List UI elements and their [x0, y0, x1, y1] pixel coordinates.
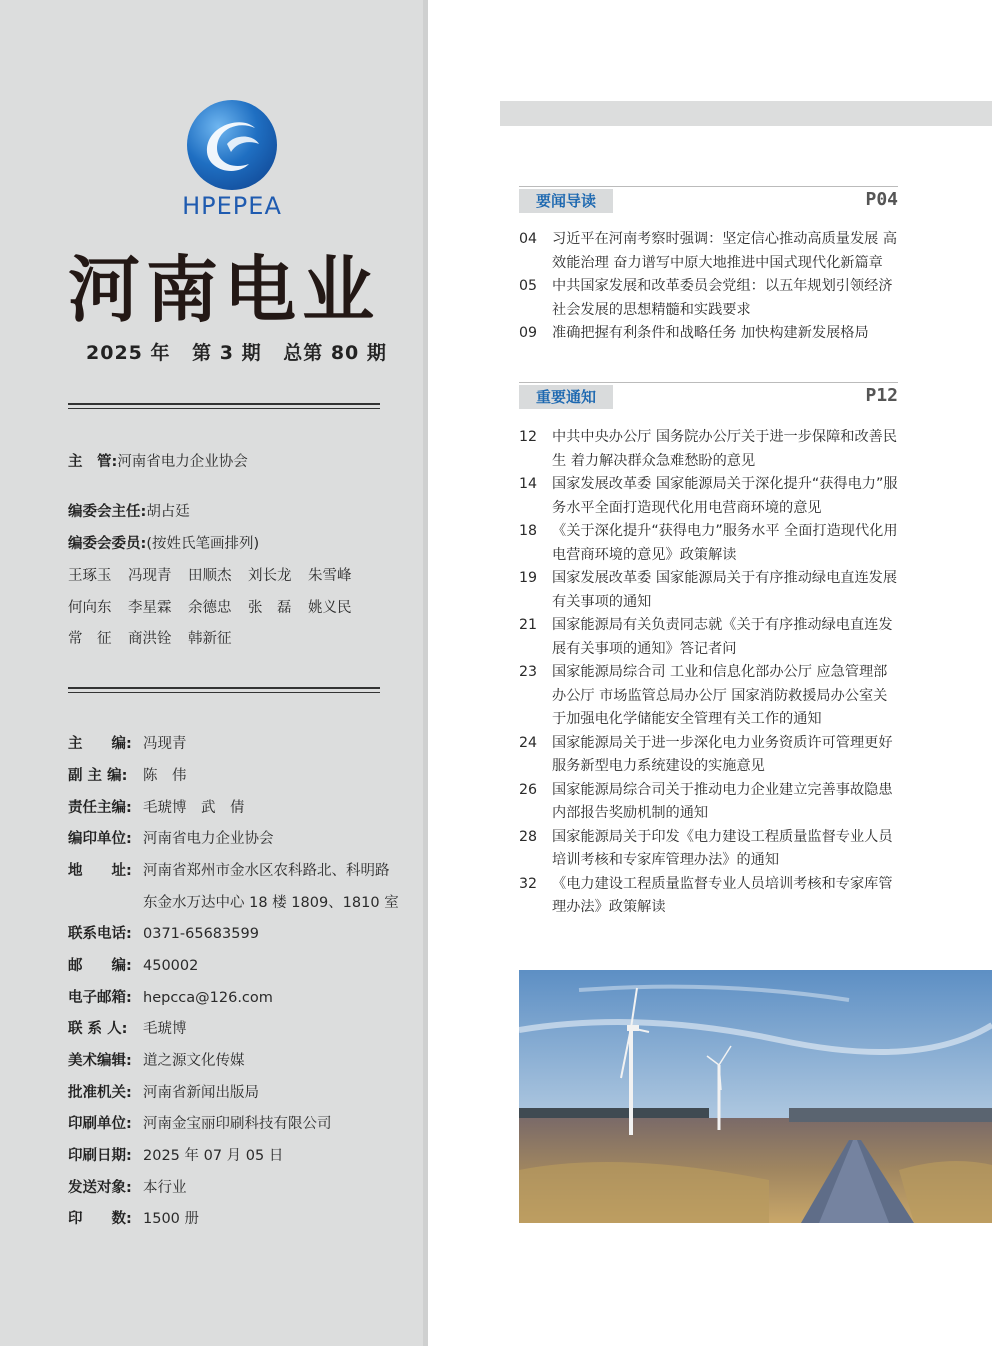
toc-page-number: 28 — [519, 828, 538, 845]
staff-row — [68, 1176, 187, 1197]
staff-label: 编印单位: — [68, 831, 132, 847]
toc-item[interactable] — [519, 614, 899, 661]
staff-value: 河南金宝丽印刷科技有限公司 — [143, 1116, 332, 1132]
members-line-3: 常 征 商洪铨 韩新征 — [68, 631, 232, 647]
toc-title: 国家发展改革委 国家能源局关于有序推动绿电直连发展有关事项的通知 — [552, 570, 898, 610]
staff-label: 批准机关: — [68, 1085, 132, 1101]
toc-page-number: 14 — [519, 476, 538, 492]
toc-page-number: 04 — [519, 231, 538, 247]
toc-item[interactable] — [519, 779, 899, 826]
staff-value: 河南省新闻出版局 — [143, 1085, 259, 1101]
toc-item[interactable] — [519, 275, 899, 322]
toc-item[interactable] — [519, 520, 899, 567]
issue-number: 第 3 期 — [192, 342, 262, 364]
header-band — [500, 101, 992, 126]
toc-item[interactable] — [519, 826, 899, 873]
divider — [423, 0, 428, 1346]
staff-row — [68, 732, 187, 753]
staff-label: 电子邮箱: — [68, 990, 132, 1006]
staff-value: 毛琥博 武 倩 — [143, 800, 245, 816]
staff-value: 道之源文化传媒 — [143, 1053, 245, 1069]
staff-value: 河南省电力企业协会 — [143, 831, 274, 847]
toc-page-number: 12 — [519, 429, 538, 445]
staff-row — [68, 891, 399, 912]
staff-row — [68, 986, 273, 1007]
staff-value: 毛琥博 — [143, 1021, 187, 1037]
supervisor-row: 主 管:河南省电力企业协会 — [68, 454, 248, 470]
staff-value: 陈 伟 — [143, 768, 187, 784]
toc-page-number: 32 — [519, 875, 538, 892]
staff-row — [68, 1112, 332, 1133]
section-title: 重要通知 — [519, 385, 613, 409]
issue-year: 2025 年 — [86, 342, 171, 364]
toc-title: 国家能源局关于印发《电力建设工程质量监督专业人员培训考核和专家库管理办法》的通知 — [552, 828, 893, 868]
toc-page-number: 19 — [519, 570, 538, 586]
staff-row — [68, 954, 198, 975]
staff-value: 450002 — [143, 958, 199, 974]
toc-list — [519, 228, 899, 346]
magazine-title: 河南电业 — [68, 247, 381, 332]
toc-title: 国家能源局综合司 工业和信息化部办公厅 应急管理部办公厅 市场监管总局办公厅 国家消防救援局办公室关于加强电化学储能安全管理有关工作的通知 — [552, 664, 888, 727]
toc-page-number: 05 — [519, 278, 538, 294]
issue-total: 总第 80 期 — [283, 342, 387, 364]
toc-title: 《关于深化提升“获得电力”服务水平 全面打造现代化用电营商环境的意见》政策解读 — [552, 523, 898, 563]
staff-label: 印刷单位: — [68, 1116, 132, 1132]
double-rule — [68, 687, 380, 689]
staff-row — [68, 859, 390, 880]
toc-page-number: 24 — [519, 734, 538, 751]
staff-row — [68, 764, 187, 785]
toc-title: 准确把握有利条件和战略任务 加快构建新发展格局 — [552, 325, 869, 341]
toc-item[interactable] — [519, 228, 899, 275]
section-title: 要闻导读 — [519, 189, 613, 213]
logo-text: HPEPEA — [182, 192, 282, 220]
members-line-2: 何向东 李星霖 余德忠 张 磊 姚义民 — [68, 600, 352, 616]
logo-emblem-icon — [187, 100, 277, 190]
toc-title: 国家能源局关于进一步深化电力业务资质许可管理更好服务新型电力系统建设的实施意见 — [552, 734, 893, 774]
toc-item[interactable] — [519, 661, 899, 732]
toc-list — [519, 426, 899, 920]
members-row: 编委会委员:(按姓氏笔画排列) — [68, 536, 260, 552]
staff-row — [68, 1049, 245, 1070]
staff-label: 印 数: — [68, 1211, 132, 1227]
issue-line — [86, 338, 401, 365]
staff-value: 本行业 — [143, 1180, 187, 1196]
members-line-1: 王琢玉 冯现青 田顺杰 刘长龙 朱雪峰 — [68, 568, 352, 584]
section-header — [519, 186, 898, 213]
staff-label: 邮 编: — [68, 958, 132, 974]
staff-row — [68, 922, 259, 943]
staff-label: 主 编: — [68, 736, 132, 752]
toc-page-number: 23 — [519, 664, 538, 680]
staff-row — [68, 1017, 187, 1038]
staff-value: hepcca@126.com — [143, 990, 273, 1006]
toc-item[interactable] — [519, 426, 899, 473]
staff-row — [68, 1144, 283, 1165]
toc-page-number: 09 — [519, 325, 538, 341]
toc-item[interactable] — [519, 473, 899, 520]
staff-row — [68, 1081, 259, 1102]
staff-row — [68, 796, 245, 817]
staff-value: 河南省郑州市金水区农科路北、科明路 — [143, 863, 390, 879]
section-header — [519, 382, 898, 409]
toc-page-number: 18 — [519, 523, 538, 539]
wind-turbine-photo — [519, 970, 992, 1223]
toc-page-number: 26 — [519, 781, 538, 798]
staff-row — [68, 827, 274, 848]
staff-row — [68, 1207, 199, 1228]
staff-value: 2025 年 07 月 05 日 — [143, 1148, 284, 1164]
staff-label: 美术编辑: — [68, 1053, 132, 1069]
staff-label: 联 系 人: — [68, 1021, 128, 1037]
staff-value: 东金水万达中心 18 楼 1809、1810 室 — [143, 895, 399, 911]
section-page: P12 — [865, 385, 898, 406]
staff-value: 冯现青 — [143, 736, 187, 752]
staff-label: 联系电话: — [68, 926, 132, 942]
toc-title: 中共中央办公厅 国务院办公厅关于进一步保障和改善民生 着力解决群众急难愁盼的意见 — [552, 429, 898, 469]
toc-item[interactable] — [519, 873, 899, 920]
staff-label: 责任主编: — [68, 800, 132, 816]
toc-item[interactable] — [519, 567, 899, 614]
toc-page-number: 21 — [519, 617, 538, 633]
staff-value: 1500 册 — [143, 1211, 200, 1227]
toc-item[interactable] — [519, 322, 899, 346]
staff-value: 0371-65683599 — [143, 926, 259, 942]
director-row: 编委会主任:胡占廷 — [68, 504, 190, 520]
association-logo — [180, 100, 284, 220]
toc-title: 《电力建设工程质量监督专业人员培训考核和专家库管理办法》政策解读 — [552, 875, 893, 915]
toc-item[interactable] — [519, 732, 899, 779]
toc-title: 中共国家发展和改革委员会党组：以五年规划引领经济社会发展的思想精髓和实践要求 — [552, 278, 893, 318]
staff-label: 发送对象: — [68, 1180, 132, 1196]
toc-title: 国家发展改革委 国家能源局关于深化提升“获得电力”服务水平全面打造现代化用电营商环境的意见 — [552, 476, 898, 516]
staff-label: 副 主 编: — [68, 768, 128, 784]
section-page: P04 — [865, 189, 898, 210]
staff-label: 地 址: — [68, 863, 132, 879]
toc-title: 习近平在河南考察时强调：坚定信心推动高质量发展 高效能治理 奋力谱写中原大地推进中国式现代化新篇章 — [552, 231, 898, 271]
toc-title: 国家能源局综合司关于推动电力企业建立完善事故隐患内部报告奖励机制的通知 — [552, 781, 893, 821]
double-rule — [68, 403, 380, 405]
staff-label: 印刷日期: — [68, 1148, 132, 1164]
toc-title: 国家能源局有关负责同志就《关于有序推动绿电直连发展有关事项的通知》答记者问 — [552, 617, 893, 657]
